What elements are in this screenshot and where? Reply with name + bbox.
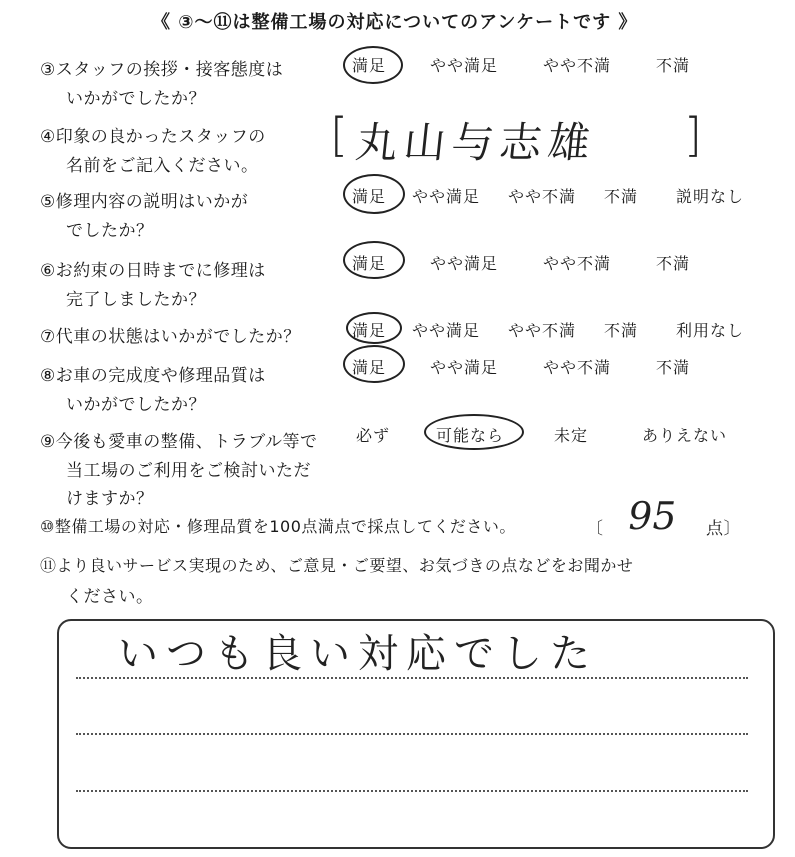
q5-option-1[interactable]: 満足: [352, 187, 387, 206]
q6-option-3[interactable]: やや不満: [543, 254, 612, 273]
q5-text-line2: でしたか？: [66, 221, 154, 241]
q9-option-3[interactable]: 未定: [554, 426, 589, 445]
q9-text-line3: けますか？: [66, 489, 154, 509]
q5-option-4[interactable]: 不満: [604, 187, 639, 206]
q4-handwritten-name[interactable]: 丸山与志雄: [353, 118, 599, 167]
q8-option-1[interactable]: 満足: [352, 358, 387, 377]
q5-option-5[interactable]: 説明なし: [676, 187, 745, 206]
comment-line-2: [76, 733, 748, 735]
comment-line-1: [76, 677, 748, 679]
q7-option-4[interactable]: 不満: [604, 321, 639, 340]
q10-bracket-open: 〔: [586, 519, 604, 539]
q11-text-line1: ⑪より良いサービス実現のため、ご意見・ご要望、お気づきの点などをお聞かせ: [40, 556, 634, 575]
q3-option-1[interactable]: 満足: [352, 56, 387, 75]
q8-option-2[interactable]: やや満足: [430, 358, 499, 377]
q8-text-line2: いかがでしたか？: [66, 395, 206, 415]
q5-option-3[interactable]: やや不満: [508, 187, 577, 206]
q9-option-1[interactable]: 必ず: [356, 426, 391, 445]
q11-handwritten-comment[interactable]: いつも良い対応でした: [118, 631, 598, 677]
q7-option-1[interactable]: 満足: [352, 321, 387, 340]
q3-option-4[interactable]: 不満: [656, 56, 691, 75]
survey-header: 《 ③～⑪は整備工場の対応についてのアンケートです 》: [152, 12, 638, 33]
q7-text-line1: ⑦代車の状態はいかがでしたか？: [40, 327, 301, 347]
q6-option-2[interactable]: やや満足: [430, 254, 499, 273]
comment-line-3: [76, 790, 748, 792]
q3-text-line2: いかがでしたか？: [66, 89, 206, 109]
q8-option-4[interactable]: 不満: [656, 358, 691, 377]
q8-text-line1: ⑧お車の完成度や修理品質は: [40, 366, 266, 386]
q11-text-line2: ください。: [66, 587, 154, 607]
q10-score[interactable]: 95: [624, 494, 681, 538]
q6-text-line1: ⑥お約束の日時までに修理は: [40, 261, 266, 281]
q6-option-1[interactable]: 満足: [352, 254, 387, 273]
q5-text-line1: ⑤修理内容の説明はいかが: [40, 192, 249, 212]
q9-option-4[interactable]: ありえない: [642, 426, 728, 445]
q4-bracket-open: [: [330, 108, 348, 162]
q9-option-2[interactable]: 可能なら: [436, 426, 505, 445]
q7-option-3[interactable]: やや不満: [508, 321, 577, 340]
q4-bracket-close: ]: [684, 108, 702, 162]
q4-text-line1: ④印象の良かったスタッフの: [40, 127, 266, 147]
q8-option-3[interactable]: やや不満: [543, 358, 612, 377]
q9-text-line2: 当工場のご利用をご検討いただ: [66, 461, 311, 481]
q3-option-2[interactable]: やや満足: [430, 56, 499, 75]
q6-text-line2: 完了しましたか？: [66, 290, 206, 310]
q7-option-2[interactable]: やや満足: [412, 321, 481, 340]
q10-text: ⑩整備工場の対応・修理品質を100点満点で採点してください。: [40, 517, 516, 536]
q5-option-2[interactable]: やや満足: [412, 187, 481, 206]
q3-option-3[interactable]: やや不満: [543, 56, 612, 75]
q7-option-5[interactable]: 利用なし: [676, 321, 745, 340]
q6-option-4[interactable]: 不満: [656, 254, 691, 273]
q9-text-line1: ⑨今後も愛車の整備、トラブル等で: [40, 432, 318, 452]
q4-text-line2: 名前をご記入ください。: [66, 156, 259, 176]
q10-unit: 点〕: [706, 519, 741, 539]
q3-text-line1: ③スタッフの挨拶・接客態度は: [40, 60, 284, 80]
